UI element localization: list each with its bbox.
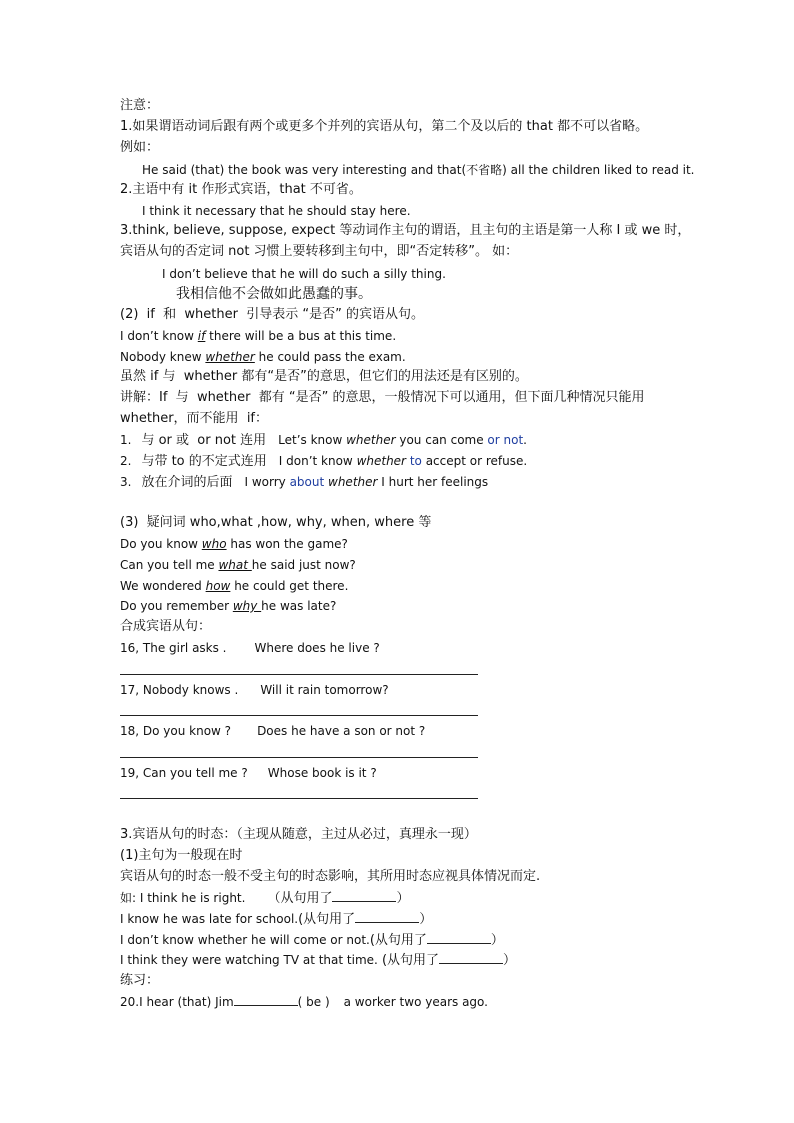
note-2: 2.主语中有 it 作形式宾语，that 不可省。	[120, 182, 362, 197]
blank-1[interactable]	[332, 890, 396, 902]
exercise-17: 17, Nobody knows . Will it rain tomorrow?	[120, 683, 389, 697]
blank-4[interactable]	[439, 952, 503, 964]
blank-20[interactable]	[234, 994, 298, 1006]
note-1-example: He said (that) the book was very interesting and that(不省略) all the children liked to read it.	[142, 163, 695, 177]
exercise-heading: 合成宾语从句：	[120, 619, 212, 634]
note-3-example: I don’t believe that he will do such a silly thing.	[162, 267, 446, 281]
if-example: I don’t know if there will be a bus at this time.	[120, 329, 397, 343]
answer-line-16[interactable]	[120, 674, 478, 675]
exercise-19: 19, Can you tell me ? Whose book is it ?	[120, 766, 377, 780]
keyword-if: if	[197, 329, 206, 343]
exercise-16: 16, The girl asks . Where does he live ?	[120, 641, 380, 655]
keyword-whether: whether	[205, 350, 255, 364]
tense-example-2: I know he was late for school.(从句用了 ）	[120, 912, 433, 927]
question-20: 20.I hear (that) Jim ( be ) a worker two years ago.	[120, 995, 488, 1009]
tense-heading: 3.宾语从句的时态：（主现从随意，主过从必过，真理永一现）	[120, 827, 477, 842]
rule-item-2: 2. 与带 to 的不定式连用 I don’t know whether to accept or refuse.	[120, 454, 528, 469]
note-3-translation: 我相信他不会做如此愚蠢的事。	[176, 286, 372, 302]
rule-item-3: 3. 放在介词的后面 I worry about whether I hurt her feelings	[120, 475, 489, 490]
whether-example: Nobody knew whether he could pass the exam.	[120, 350, 406, 364]
explain-line-2: whether，而不能用 if：	[120, 411, 269, 426]
exercise-18: 18, Do you know ? Does he have a son or not ?	[120, 724, 426, 738]
answer-line-17[interactable]	[120, 715, 478, 716]
note-3-line-2: 宾语从句的否定词 not 习惯上要转移到主句中，即“否定转移”。 如：	[120, 244, 519, 259]
tense-example-4: I think they were watching TV at that time. (从句用了 ）	[120, 953, 517, 968]
note-1-eg: 例如：	[120, 140, 160, 155]
note-1: 1.如果谓语动词后跟有两个或更多个并列的宾语从句，第二个及以后的 that 都不可以省略。	[120, 119, 649, 134]
wh-example-what: Can you tell me what he said just now?	[120, 558, 356, 572]
note-2-example: I think it necessary that he should stay here.	[142, 204, 411, 218]
note-3-line-1: 3.think, believe, suppose, expect 等动词作主句的谓语，且主句的主语是第一人称 I 或 we 时，	[120, 223, 691, 238]
tense-example-3: I don’t know whether he will come or not.(从句用了 ）	[120, 933, 504, 948]
if-whether-note: 虽然 if 与 whether 都有“是否”的意思，但它们的用法还是有区别的。	[120, 369, 528, 384]
wh-example-why: Do you remember why he was late?	[120, 599, 337, 613]
blank-3[interactable]	[427, 932, 491, 944]
notes-title: 注意：	[120, 98, 160, 113]
explain-line-1: 讲解：If 与 whether 都有 “是否” 的意思，一般情况下可以通用，但下面几种情况只能用	[120, 390, 645, 405]
tense-example-1: 如: I think he is right. （从句用了 ）	[120, 891, 410, 906]
tense-description: 宾语从句的时态一般不受主句的时态影响，其所用时态应视具体情况而定.	[120, 869, 541, 884]
answer-line-19[interactable]	[120, 798, 478, 799]
if-whether-heading: (2) if 和 whether 引导表示 “是否” 的宾语从句。	[120, 307, 424, 322]
blank-2[interactable]	[355, 911, 419, 923]
practice-heading: 练习：	[120, 973, 160, 988]
answer-line-18[interactable]	[120, 757, 478, 758]
wh-example-how: We wondered how he could get there.	[120, 579, 349, 593]
wh-example-who: Do you know who has won the game?	[120, 537, 348, 551]
rule-item-1: 1. 与 or 或 or not 连用 Let’s know whether you can come or not.	[120, 433, 527, 448]
wh-heading: (3) 疑问词 who,what ,how, why, when, where 等	[120, 515, 432, 530]
tense-subheading: (1)主句为一般现在时	[120, 848, 243, 863]
